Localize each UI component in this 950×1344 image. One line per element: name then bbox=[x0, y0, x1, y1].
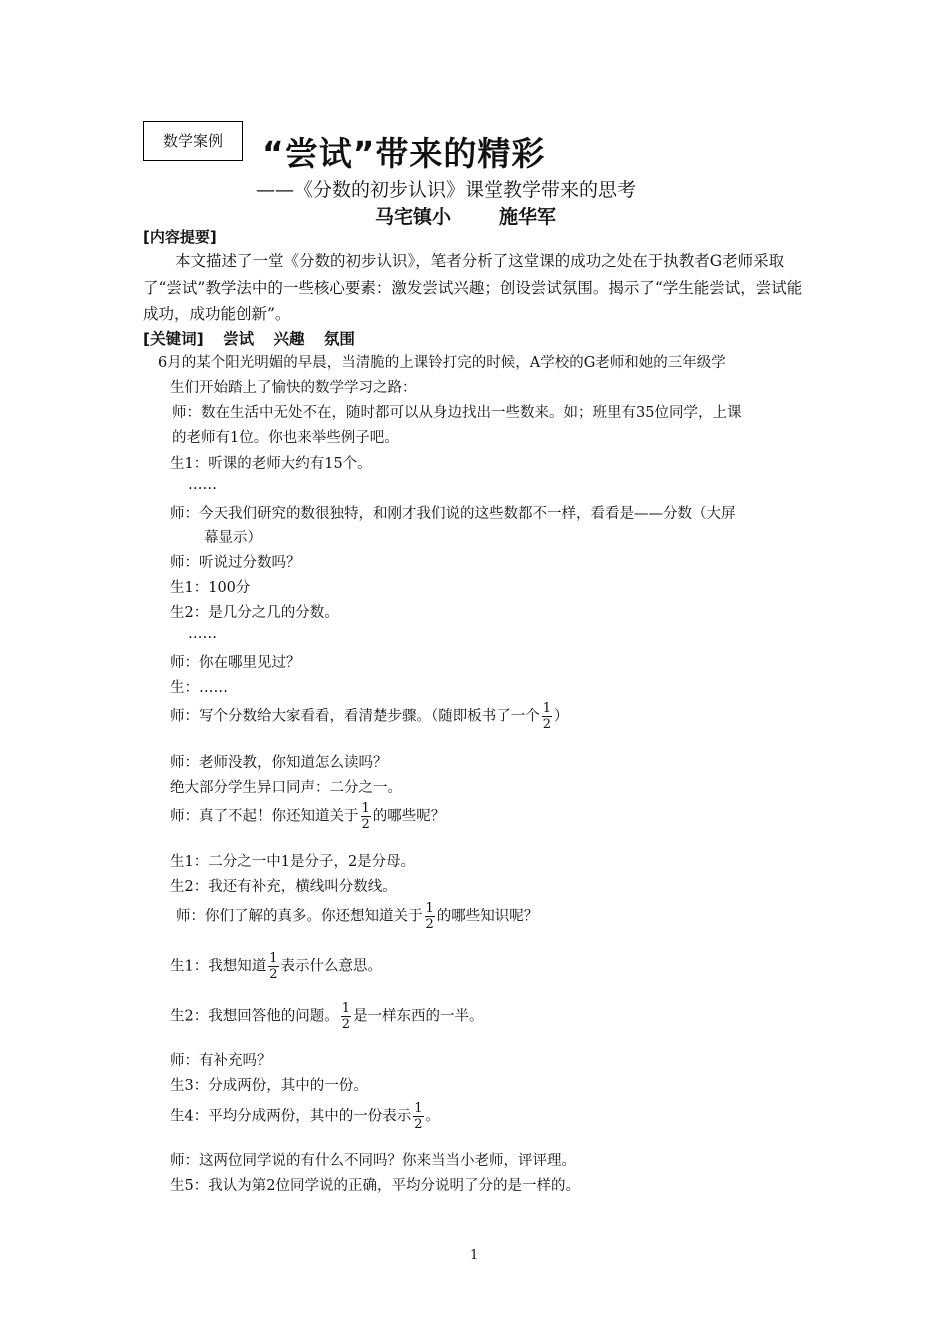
abstract-text: 本文描述了一堂《分数的初步认识》，笔者分析了这堂课的成功之处在于执教者G老师采取了“尝试”教学法中的一些核心要素：激发尝试兴趣；创设尝试氛围。揭示了“学生能尝试，尝试能成功，成功能创新”。 bbox=[143, 252, 803, 323]
dialogue-line: 师：写个分数给大家看看，看清楚步骤。（随即板书了一个 $\frac{1}{2}$ ） bbox=[170, 701, 569, 732]
keyword: 尝试 bbox=[223, 330, 255, 348]
keywords-label: [关键词] bbox=[143, 330, 204, 348]
dialogue-line: 的老师有1位。你也来举些例子吧。 bbox=[172, 430, 399, 446]
dialogue-line: 师：这两位同学说的有什么不同吗？你来当当小老师，评评理。 bbox=[170, 1153, 576, 1169]
dialogue-line: 生5：我认为第2位同学说的正确，平均分说明了分的是一样的。 bbox=[170, 1178, 580, 1194]
dialogue-line: 生4：平均分成两份，其中的一份表示 $\frac{1}{2}$ 。 bbox=[170, 1101, 441, 1132]
keywords-line bbox=[143, 327, 355, 349]
author-line bbox=[375, 202, 556, 229]
ellipsis: …… bbox=[188, 477, 217, 493]
dialogue-line: 生2：我想回答他的问题。 $\frac{1}{2}$ 是一样东西的一半。 bbox=[170, 1001, 484, 1032]
dialogue-line: 生1：二分之一中1是分子，2是分母。 bbox=[170, 854, 416, 870]
dialogue-line: 生2：我还有补充，横线叫分数线。 bbox=[170, 879, 397, 895]
author-name: 施华军 bbox=[499, 206, 557, 228]
keyword: 兴趣 bbox=[273, 330, 305, 348]
fraction-one-half: $\frac{1}{2}$ bbox=[542, 701, 552, 732]
dialogue-line: 生1：100分 bbox=[170, 580, 251, 596]
dialogue-line: 师：老师没教，你知道怎么读吗？ bbox=[170, 755, 388, 771]
intro-line: 生们开始踏上了愉快的数学学习之路： bbox=[170, 380, 417, 396]
fraction-one-half: $\frac{1}{2}$ bbox=[341, 1001, 351, 1032]
dialogue-line: 师：数在生活中无处不在，随时都可以从身边找出一些数来。如；班里有35位同学，上课 bbox=[172, 405, 742, 421]
ellipsis: …… bbox=[188, 626, 217, 642]
fraction-one-half: $\frac{1}{2}$ bbox=[425, 901, 434, 932]
article-subtitle: ——《分数的初步认识》课堂教学带来的思考 bbox=[256, 179, 637, 201]
dialogue-line: 师：你在哪里见过？ bbox=[170, 655, 301, 671]
dialogue-line: 师：有补充吗？ bbox=[170, 1053, 272, 1069]
fraction-one-half: $\frac{1}{2}$ bbox=[269, 951, 278, 982]
dialogue-line: 生1：听课的老师大约有15个。 bbox=[170, 456, 372, 472]
dialogue-line: 师：真了不起！你还知道关于 $\frac{1}{2}$ 的哪些呢？ bbox=[170, 801, 446, 832]
dialogue-line: 生2：是几分之几的分数。 bbox=[170, 605, 339, 621]
page-number: 1 bbox=[470, 1248, 479, 1263]
fraction-one-half: $\frac{1}{2}$ bbox=[414, 1101, 423, 1132]
abstract-heading: [内容提要] bbox=[143, 228, 217, 246]
author-school: 马宅镇小 bbox=[375, 206, 452, 228]
article-title: “尝试”带来的精彩 bbox=[262, 134, 546, 173]
dialogue-line: 生1：我想知道 $\frac{1}{2}$ 表示什么意思。 bbox=[170, 951, 383, 982]
fraction-one-half: $\frac{1}{2}$ bbox=[361, 801, 370, 832]
category-tag: 数学案例 bbox=[143, 121, 243, 161]
dialogue-line: 生：…… bbox=[170, 680, 228, 696]
dialogue-line: 生3：分成两份，其中的一份。 bbox=[170, 1078, 368, 1094]
dialogue-line: 师：听说过分数吗？ bbox=[170, 555, 301, 571]
dialogue-line: 绝大部分学生异口同声：二分之一。 bbox=[170, 780, 402, 796]
dialogue-line: 幕显示） bbox=[204, 530, 262, 546]
dialogue-line: 师：你们了解的真多。你还想知道关于 $\frac{1}{2}$ 的哪些知识呢？ bbox=[176, 901, 539, 932]
keyword: 氛围 bbox=[323, 330, 355, 348]
dialogue-line: 师：今天我们研究的数很独特，和刚才我们说的这些数都不一样，看看是——分数（大屏 bbox=[170, 506, 736, 522]
intro-line: 6月的某个阳光明媚的早晨，当清脆的上课铃打完的时候，A学校的G老师和她的三年级学 bbox=[158, 355, 726, 371]
